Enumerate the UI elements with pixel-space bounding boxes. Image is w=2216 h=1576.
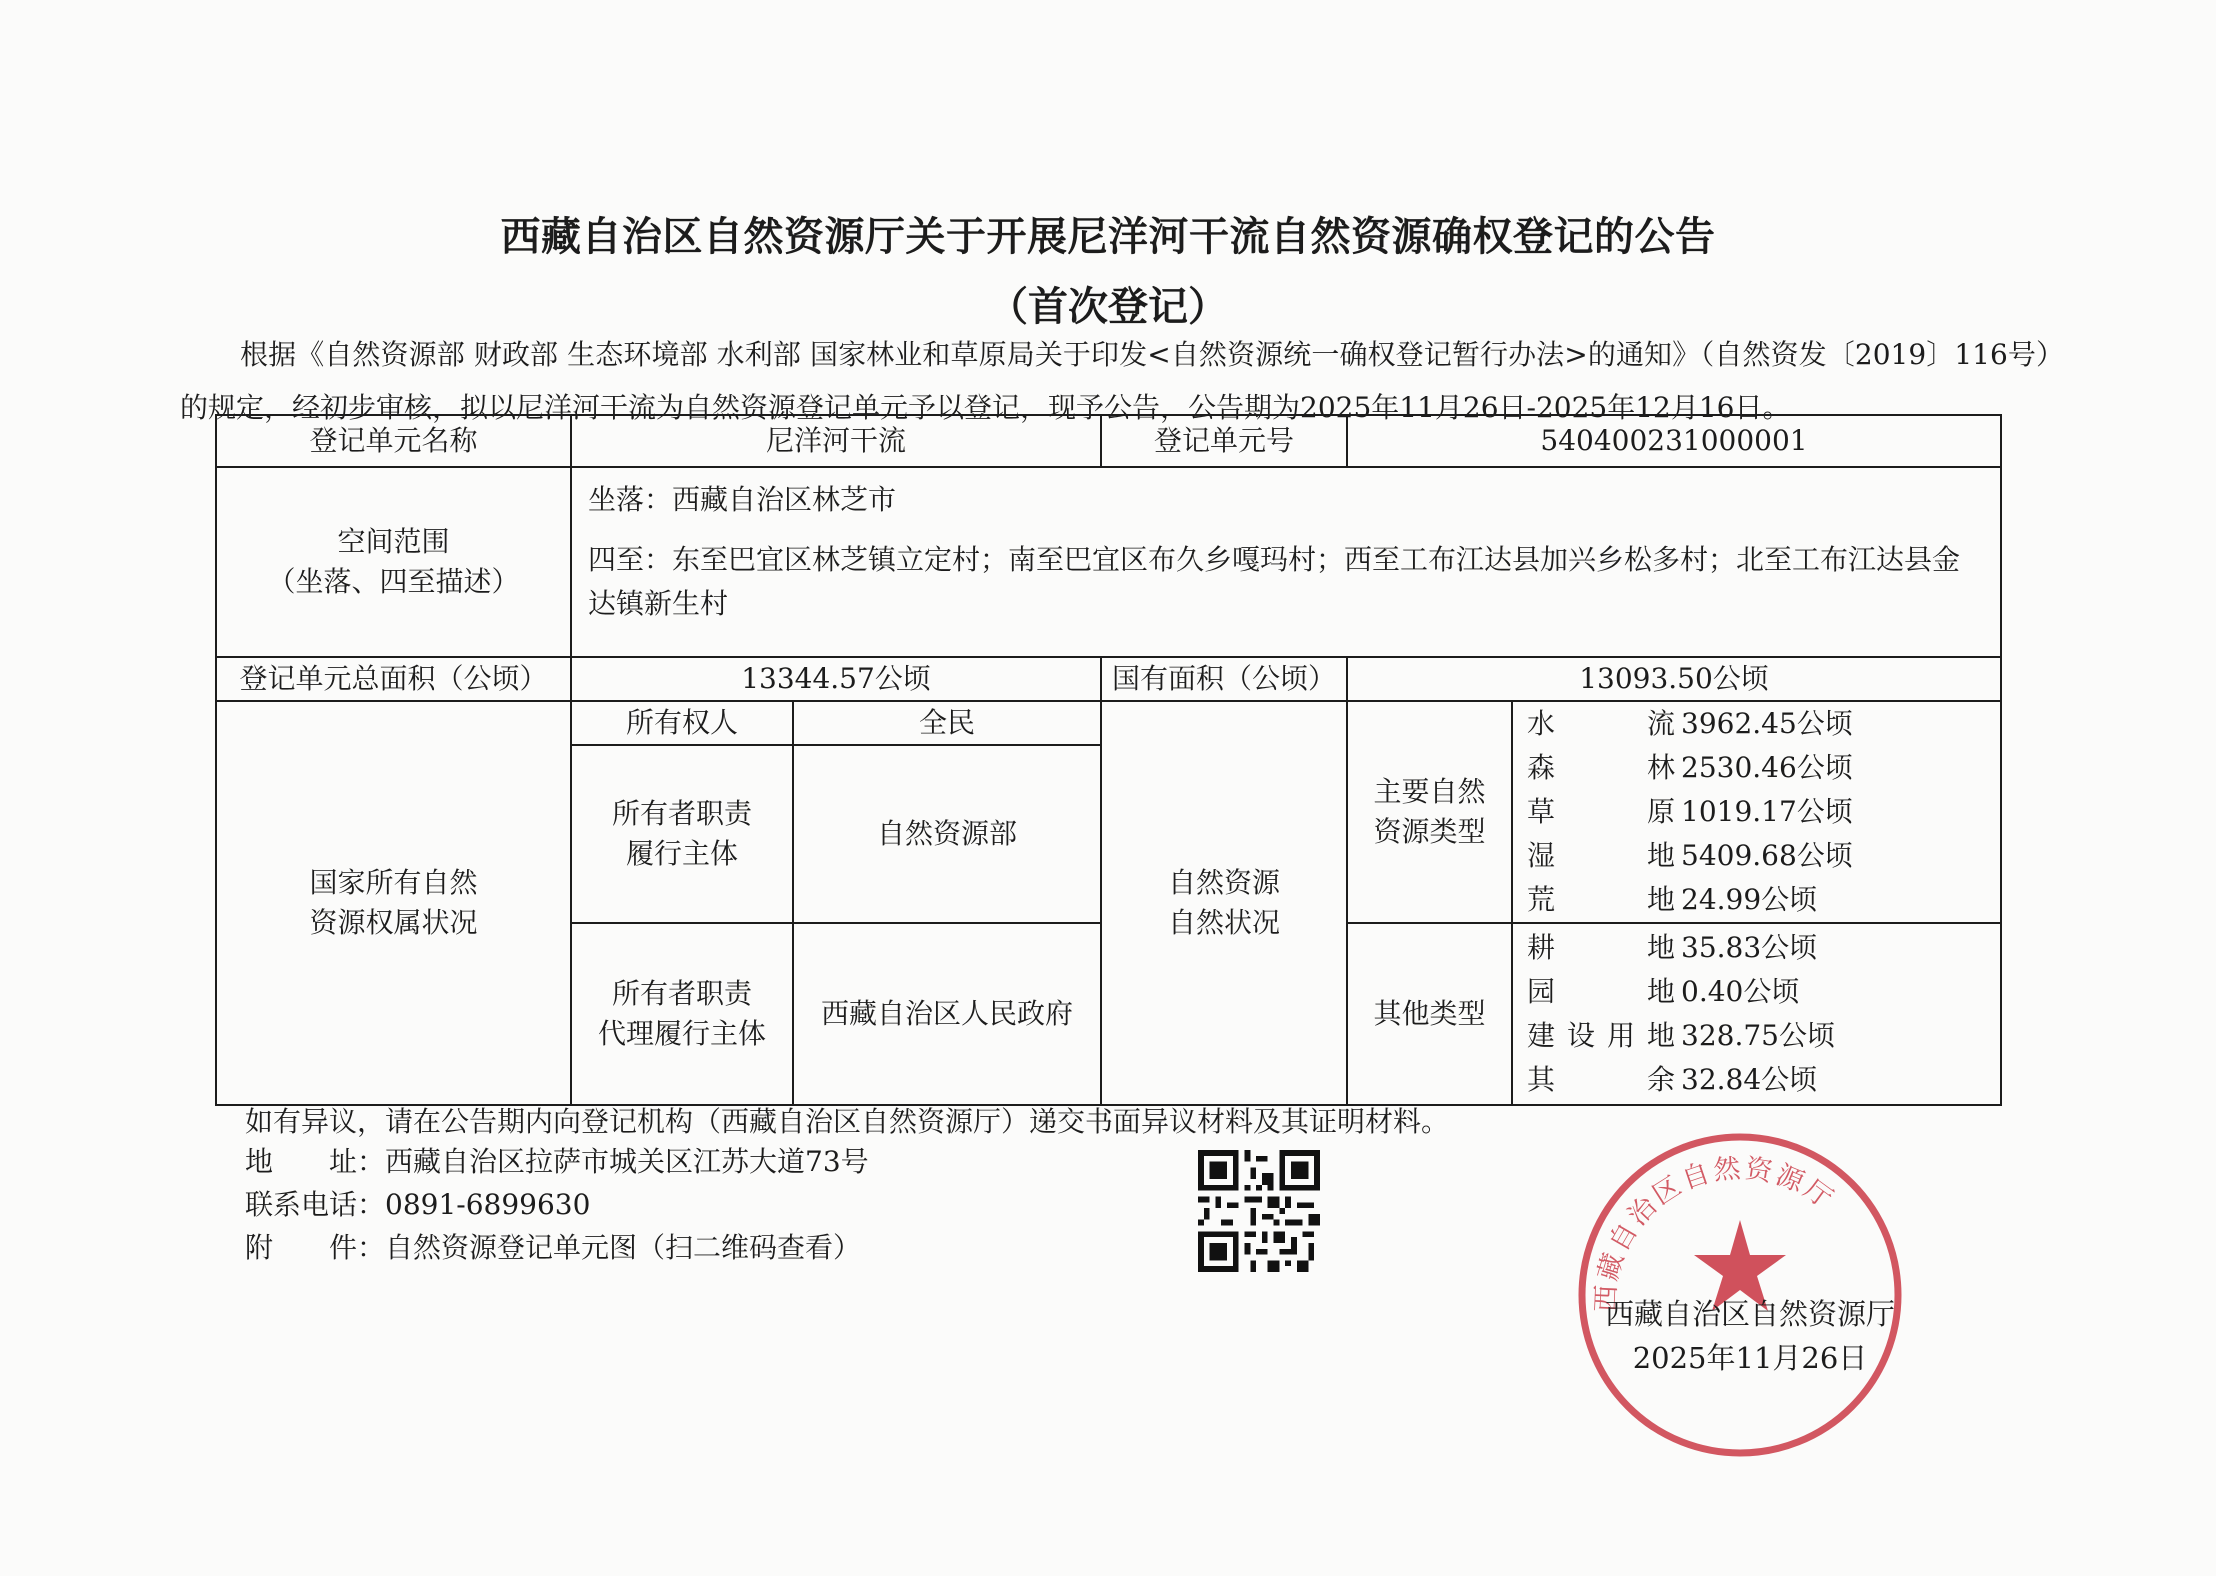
- other-type-name: 建设用地: [1527, 1019, 1676, 1052]
- main-type-label-line2: 资源类型: [1373, 815, 1486, 848]
- duty-label: [571, 745, 793, 923]
- address-value: ：西藏自治区拉萨市城关区江苏大道73号: [357, 1145, 869, 1178]
- main-type-item: [1527, 702, 1990, 746]
- total-area-label: 登记单元总面积（公顷）: [216, 657, 571, 701]
- other-type-list: [1512, 923, 2001, 1105]
- agent-label-line1: 所有者职责: [611, 977, 752, 1010]
- address-label: 地址: [245, 1145, 357, 1178]
- duty-label-line2: 履行主体: [625, 836, 738, 870]
- main-type-item: [1527, 790, 1990, 834]
- main-type-name: 水流: [1527, 707, 1676, 740]
- other-type-item: [1527, 1058, 1990, 1102]
- main-type-name: 草原: [1527, 795, 1676, 828]
- natural-status-label-line1: 自然资源: [1168, 866, 1281, 899]
- owner-value: 全民: [793, 701, 1101, 745]
- qr-code-icon[interactable]: [1198, 1150, 1320, 1272]
- duty-label-line1: 所有者职责: [611, 796, 752, 830]
- agent-label-line2: 代理履行主体: [597, 1017, 766, 1050]
- main-type-name: 荒地: [1527, 883, 1676, 916]
- spatial-range-label-line2: （坐落、四至描述）: [267, 565, 520, 598]
- main-type-item: [1527, 878, 1990, 922]
- natural-status-label-line2: 自然状况: [1168, 906, 1281, 939]
- main-type-label: [1347, 701, 1512, 923]
- main-type-value: 2530.46公顷: [1681, 751, 1853, 784]
- main-type-value: 24.99公顷: [1681, 883, 1818, 916]
- main-type-name: 湿地: [1527, 839, 1676, 872]
- location-text: 坐落：西藏自治区林芝市: [588, 483, 897, 516]
- duty-value: 自然资源部: [793, 745, 1101, 923]
- agent-label: [571, 923, 793, 1105]
- spatial-range-label: [216, 467, 571, 657]
- main-type-item: [1527, 746, 1990, 790]
- natural-status-label: [1101, 701, 1347, 1105]
- other-type-name: 园地: [1527, 975, 1676, 1008]
- other-type-value: 35.83公顷: [1681, 931, 1818, 964]
- intro-paragraph: 根据《自然资源部 财政部 生态环境部 水利部 国家林业和草原局关于印发<自然资源统一确权登记暂行办法>的通知》（自然资发〔2019〕116号）的规定，经初步审核，拟以尼洋河干流为自然资源登记单元予以登记，现予公告，公告期为2025年11月26日-2025年12月16日。: [180, 338, 2050, 424]
- unit-no-label: 登记单元号: [1101, 415, 1347, 467]
- phone-line: [245, 1185, 590, 1225]
- owner-label: 所有权人: [571, 701, 793, 745]
- ownership-label: [216, 701, 571, 1105]
- main-type-label-line1: 主要自然: [1373, 775, 1486, 808]
- area-row: [216, 657, 2001, 701]
- attachment-value: ：自然资源登记单元图（扫二维码查看）: [357, 1231, 862, 1264]
- unit-no-value: 540400231000001: [1347, 415, 2001, 467]
- spatial-range-label-line1: 空间范围: [337, 525, 450, 558]
- attachment-label: 附件: [245, 1231, 357, 1264]
- other-type-value: 32.84公顷: [1681, 1063, 1818, 1096]
- main-type-name: 森林: [1527, 751, 1676, 784]
- other-type-item: [1527, 970, 1990, 1014]
- other-type-name: 耕地: [1527, 931, 1676, 964]
- address-line: [245, 1142, 869, 1182]
- main-type-list: [1512, 701, 2001, 923]
- boundaries-text: 四至：东至巴宜区林芝镇立定村；南至巴宜区布久乡嘎玛村；西至工布江达县加兴乡松多村；北至工布江达县金达镇新生村: [588, 543, 1961, 620]
- main-type-value: 1019.17公顷: [1681, 795, 1853, 828]
- ownership-row-1: [216, 701, 2001, 745]
- other-type-item: [1527, 1014, 1990, 1058]
- signature-date: 2025年11月26日: [1632, 1341, 1868, 1375]
- unit-name-value: 尼洋河干流: [571, 415, 1101, 467]
- other-type-item: [1527, 926, 1990, 970]
- state-area-label: 国有面积（公顷）: [1101, 657, 1347, 701]
- unit-name-label: 登记单元名称: [216, 415, 571, 467]
- other-type-value: 0.40公顷: [1681, 975, 1800, 1008]
- phone-label: 联系电话: [245, 1188, 358, 1221]
- state-area-value: 13093.50公顷: [1347, 657, 2001, 701]
- other-type-name: 其余: [1527, 1063, 1676, 1096]
- seal-arc-text: 西藏自治区自然资源厅: [1590, 1153, 1841, 1313]
- total-area-value: 13344.57公顷: [571, 657, 1101, 701]
- spatial-range-value: [571, 467, 2001, 657]
- registration-table: [215, 414, 2002, 1106]
- signature-org: 西藏自治区自然资源厅: [1604, 1297, 1895, 1331]
- notice-title: 西藏自治区自然资源厅关于开展尼洋河干流自然资源确权登记的公告: [500, 214, 1716, 260]
- spatial-range-row: [216, 467, 2001, 657]
- unit-name-row: [216, 415, 2001, 467]
- ownership-label-line2: 资源权属状况: [309, 906, 478, 939]
- main-type-item: [1527, 834, 1990, 878]
- attachment-line: [245, 1228, 861, 1268]
- svg-text:西藏自治区自然资源厅: [1590, 1153, 1840, 1313]
- agent-value: 西藏自治区人民政府: [793, 923, 1101, 1105]
- notice-subtitle: （首次登记）: [988, 284, 1228, 330]
- other-type-label: 其他类型: [1347, 923, 1512, 1105]
- objection-note: 如有异议，请在公告期内向登记机构（西藏自治区自然资源厅）递交书面异议材料及其证明材料。: [245, 1105, 1450, 1138]
- main-type-value: 5409.68公顷: [1681, 839, 1853, 872]
- main-type-value: 3962.45公顷: [1681, 707, 1853, 740]
- phone-value: ：0891-6899630: [357, 1188, 591, 1221]
- other-type-value: 328.75公顷: [1681, 1019, 1835, 1052]
- ownership-label-line1: 国家所有自然: [309, 866, 478, 899]
